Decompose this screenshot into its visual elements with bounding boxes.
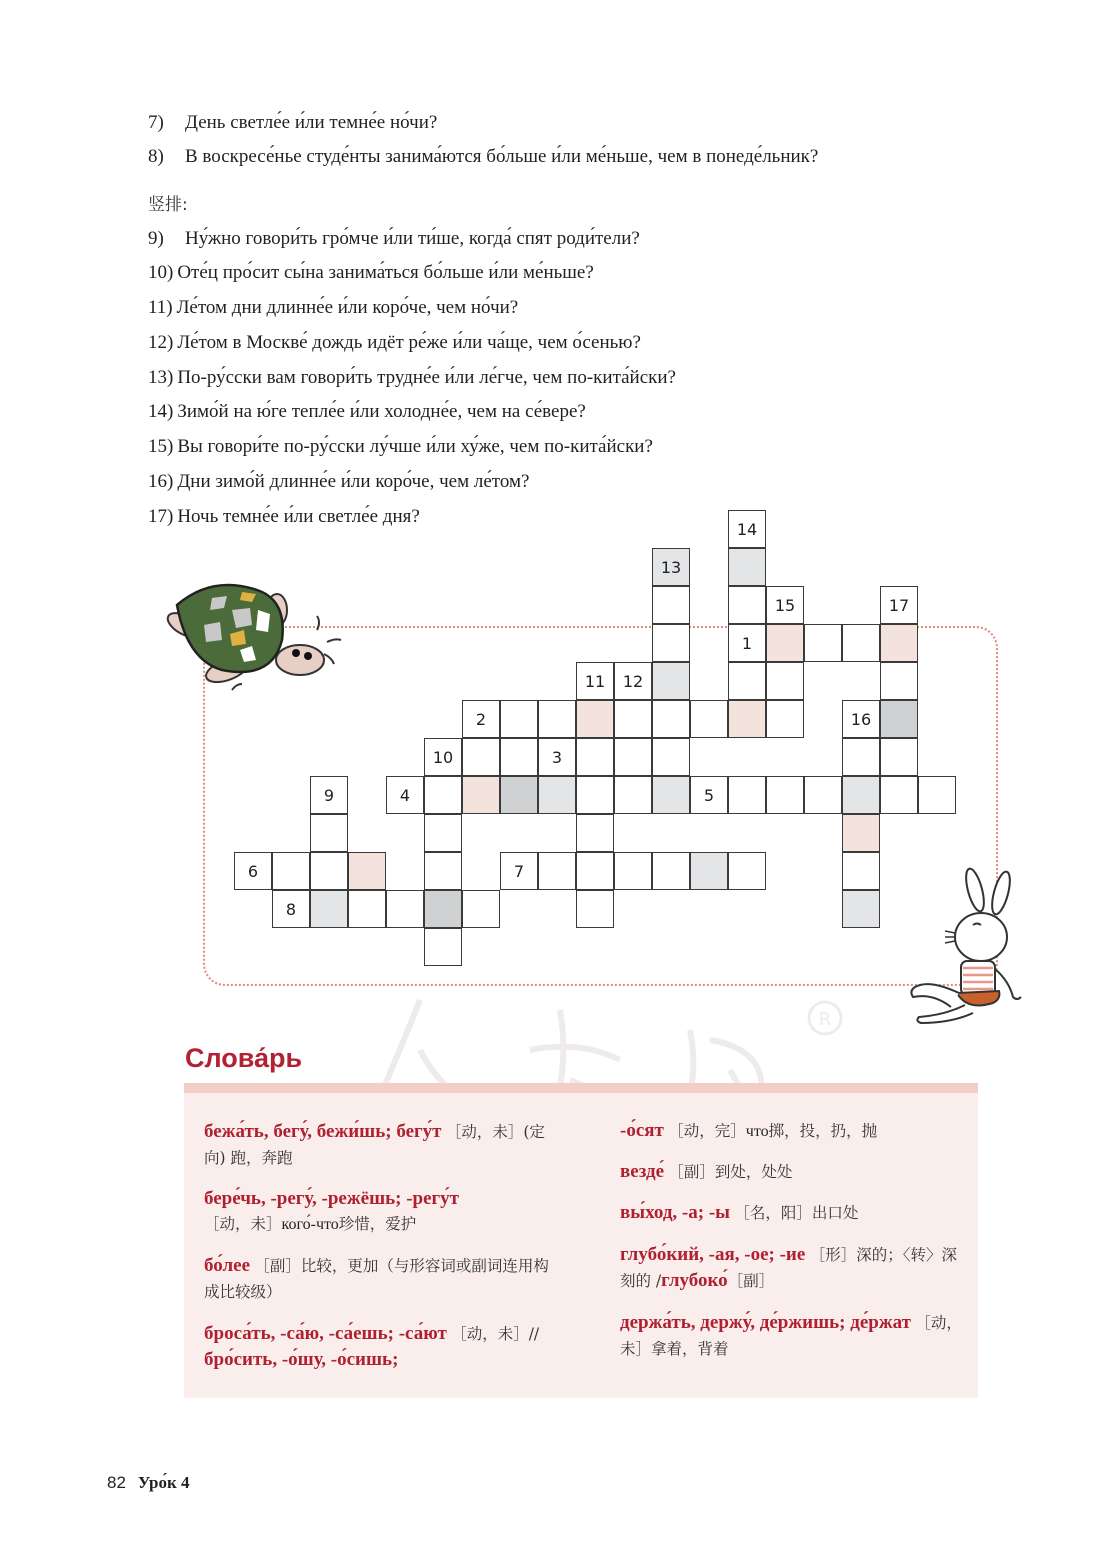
crossword-cell[interactable] [728, 548, 766, 586]
crossword-cell[interactable] [614, 852, 652, 890]
question-16: 16) Дни зимо́й длинне́е и́ли коро́че, чем ле́том? [148, 471, 530, 492]
vertical-section-label: 竖排: [148, 195, 188, 215]
clue-number: 9 [323, 785, 335, 805]
question-14: 14) Зимо́й на ю́ге тепле́е и́ли холодне́е, чем на се́вере? [148, 401, 586, 422]
crossword-cell-4[interactable] [386, 776, 424, 814]
crossword-cell[interactable] [424, 814, 462, 852]
clue-number: 5 [703, 785, 715, 805]
crossword-cell[interactable] [766, 776, 804, 814]
crossword-cell-2[interactable] [462, 700, 500, 738]
crossword-cell[interactable] [842, 852, 880, 890]
crossword-cell[interactable] [652, 624, 690, 662]
crossword-cell[interactable] [842, 624, 880, 662]
crossword-cell-15[interactable] [766, 586, 804, 624]
crossword-cell-8[interactable] [272, 890, 310, 928]
crossword-cell[interactable] [576, 852, 614, 890]
crossword-cell[interactable] [652, 738, 690, 776]
crossword-cell-10[interactable] [424, 738, 462, 776]
clue-number: 1 [741, 633, 753, 653]
crossword-cell-7[interactable] [500, 852, 538, 890]
crossword-cell[interactable] [424, 928, 462, 966]
crossword-cell[interactable] [614, 738, 652, 776]
crossword-cell[interactable] [766, 700, 804, 738]
crossword-cell[interactable] [424, 852, 462, 890]
crossword-cell[interactable] [652, 586, 690, 624]
crossword-cell-5[interactable] [690, 776, 728, 814]
clue-number: 17 [888, 595, 910, 615]
clue-number: 6 [247, 861, 259, 881]
question-7: 7) День светле́е и́ли темне́е но́чи? [148, 112, 438, 133]
dict-entry-bezhat: бежа́ть, бегу́, бежи́шь; бегу́т ［动，未］(定向) 跑，奔跑 [204, 1121, 545, 1167]
lesson-label: Уро́к 4 [137, 1473, 190, 1492]
crossword-cell[interactable] [690, 700, 728, 738]
dict-entry-vykhod: вы́ход, -а; -ы ［名，阳］出口处 [620, 1202, 859, 1223]
crossword-cell[interactable] [424, 776, 462, 814]
crossword-cell[interactable] [880, 624, 918, 662]
dict-entry-berech: бере́чь, -регу́, -режёшь; -регу́т ［动，未］кого́-что珍惜，爱护 [204, 1188, 460, 1233]
crossword-cell[interactable] [310, 852, 348, 890]
question-9: 9) Ну́жно говори́ть гро́мче и́ли ти́ше, когда́ спят роди́тели? [148, 228, 640, 249]
crossword-cell[interactable] [500, 700, 538, 738]
question-10: 10) Оте́ц про́сит сы́на занима́ться бо́льше и́ли ме́ньше? [148, 262, 594, 283]
crossword-cell[interactable] [880, 662, 918, 700]
svg-text:R: R [818, 1009, 832, 1030]
crossword-cell[interactable] [728, 776, 766, 814]
crossword-cell[interactable] [918, 776, 956, 814]
crossword-cell[interactable] [842, 890, 880, 928]
crossword-cell[interactable] [842, 814, 880, 852]
crossword-cell[interactable] [728, 700, 766, 738]
crossword-cell[interactable] [348, 890, 386, 928]
page-footer [107, 1473, 190, 1493]
question-11: 11) Ле́том дни длинне́е и́ли коро́че, чем но́чи? [148, 297, 519, 318]
crossword-cell[interactable] [766, 662, 804, 700]
crossword-cell[interactable] [576, 890, 614, 928]
crossword-cell[interactable] [576, 700, 614, 738]
crossword-cell[interactable] [424, 890, 462, 928]
rabbit-illustration [893, 865, 1028, 1025]
crossword-cell-3[interactable] [538, 738, 576, 776]
clue-number: 7 [513, 861, 525, 881]
crossword-cell[interactable] [880, 738, 918, 776]
clue-number: 10 [432, 747, 454, 767]
crossword-cell[interactable] [804, 624, 842, 662]
crossword-cell-12[interactable] [614, 662, 652, 700]
crossword-cell[interactable] [880, 700, 918, 738]
question-17: 17) Ночь темне́е и́ли светле́е дня? [148, 506, 420, 527]
dictionary-title: Слова́рь [185, 1043, 303, 1073]
crossword-cell[interactable] [880, 776, 918, 814]
clue-number: 12 [622, 671, 644, 691]
crossword-cell[interactable] [842, 738, 880, 776]
crossword-cell[interactable] [500, 738, 538, 776]
page-number: 82 [107, 1473, 126, 1492]
crossword-cell[interactable] [804, 776, 842, 814]
crossword-cell[interactable] [462, 776, 500, 814]
clue-number: 14 [736, 519, 758, 539]
crossword-cell[interactable] [842, 776, 880, 814]
clue-number: 2 [475, 709, 487, 729]
clue-number: 15 [774, 595, 796, 615]
dict-entry-glubokiy: глубо́кий, -ая, -ое; -ие ［形］深的；〈转〉深刻的 /глубоко́［副］ [620, 1244, 957, 1291]
crossword-cell[interactable] [538, 776, 576, 814]
crossword-cell-13[interactable] [652, 548, 690, 586]
crossword-cell[interactable] [386, 890, 424, 928]
question-15: 15) Вы говори́те по-ру́сски лу́чше и́ли ху́же, чем по-кита́йски? [148, 436, 653, 457]
crossword-cell[interactable] [652, 700, 690, 738]
crossword-cell[interactable] [614, 700, 652, 738]
crossword-cell[interactable] [576, 814, 614, 852]
clue-number: 4 [399, 785, 411, 805]
crossword-cell[interactable] [310, 814, 348, 852]
dict-entry-osyat: -о́сят ［动，完］что掷，投，扔，抛 [620, 1120, 878, 1141]
crossword-cell[interactable] [462, 738, 500, 776]
crossword-cell-16[interactable] [842, 700, 880, 738]
crossword-cell[interactable] [614, 776, 652, 814]
dictionary-band [184, 1083, 978, 1093]
dict-entry-bolee: бо́лее ［副］比较，更加（与形容词或副词连用构成比较级） [204, 1255, 549, 1301]
crossword-cell-1[interactable] [728, 624, 766, 662]
crossword-cell[interactable] [728, 852, 766, 890]
clue-number: 3 [551, 747, 563, 767]
crossword-cell-11[interactable] [576, 662, 614, 700]
crossword-cell[interactable] [652, 852, 690, 890]
clue-number: 13 [660, 557, 682, 577]
crossword-cell[interactable] [500, 776, 538, 814]
crossword-cell[interactable] [538, 852, 576, 890]
clue-number: 8 [285, 899, 297, 919]
dict-entry-derzhat: держа́ть, держу́, де́ржишь; де́ржат ［动，未］拿着，背着 [620, 1312, 962, 1358]
crossword-cell[interactable] [728, 662, 766, 700]
crossword-cell[interactable] [690, 852, 728, 890]
question-13: 13) По-ру́сски вам говори́ть трудне́е и́ли ле́гче, чем по-кита́йски? [148, 367, 676, 388]
crossword-cell[interactable] [462, 890, 500, 928]
crossword-cell[interactable] [728, 586, 766, 624]
crossword-cell[interactable] [272, 852, 310, 890]
question-12: 12) Ле́том в Москве́ дождь идёт ре́же и́ли ча́ще, чем о́сенью? [148, 332, 641, 353]
crossword-cell[interactable] [538, 700, 576, 738]
turtle-illustration [152, 570, 352, 705]
crossword-cell[interactable] [310, 890, 348, 928]
dict-entry-vezde: везде́ ［副］到处，处处 [620, 1161, 793, 1182]
question-8: 8) В воскресе́нье студе́нты занима́ются бо́льше и́ли ме́ньше, чем в понеде́льник? [148, 146, 819, 167]
clue-number: 11 [584, 671, 606, 691]
crossword-cell[interactable] [348, 852, 386, 890]
dict-entry-brosat: броса́ть, -са́ю, -са́ешь; -са́ют ［动，未］//бро́сить, -о́шу, -о́сишь; [204, 1323, 540, 1370]
clue-number: 16 [850, 709, 872, 729]
crossword-cell[interactable] [576, 776, 614, 814]
crossword-cell[interactable] [576, 738, 614, 776]
crossword-cell[interactable] [652, 662, 690, 700]
crossword-cell[interactable] [766, 624, 804, 662]
crossword-cell-17[interactable] [880, 586, 918, 624]
crossword-cell-9[interactable] [310, 776, 348, 814]
crossword-cell-14[interactable] [728, 510, 766, 548]
crossword-cell[interactable] [652, 776, 690, 814]
crossword-cell-6[interactable] [234, 852, 272, 890]
